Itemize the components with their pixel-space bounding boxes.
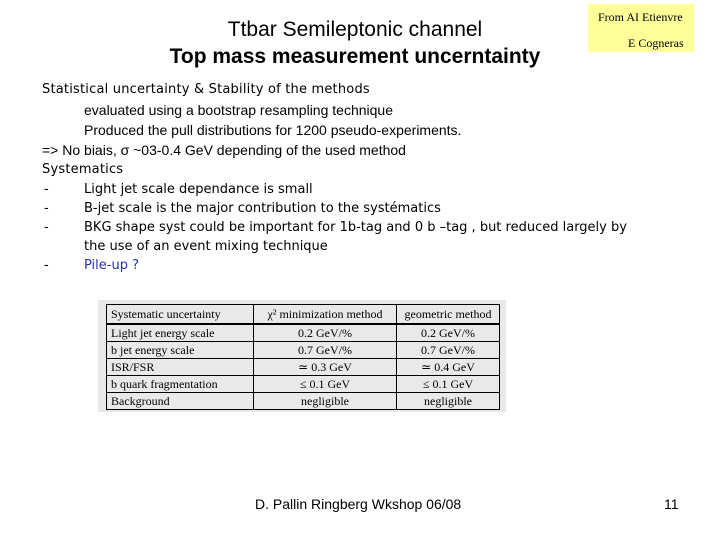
- bullet-dash: -: [44, 220, 49, 235]
- table-header-cell: Systematic uncertainty: [107, 305, 254, 325]
- syst-item: [42, 218, 644, 256]
- syst-item: [42, 256, 702, 275]
- bullet-dash: -: [44, 258, 49, 273]
- title-line-2: Top mass measurement uncerntainty: [169, 45, 541, 68]
- page-number: 11: [664, 496, 679, 512]
- table-row: [107, 324, 500, 342]
- table-cell: ≃ 0.3 GeV: [254, 359, 397, 376]
- table-row: [107, 342, 500, 359]
- table-header-cell: geometric method: [397, 305, 500, 325]
- table-header-row: [107, 305, 500, 325]
- systematics-table: [106, 304, 500, 410]
- slide-footer: D. Pallin Ringberg Wkshop 06/08: [255, 496, 462, 512]
- credit-line-1: From AI Etienvre: [598, 10, 683, 24]
- syst-item-text: BKG shape syst could be important for 1b-tag and 0 b –tag , but reduced largely by the use of an event mixing technique: [84, 220, 627, 254]
- table-cell: b jet energy scale: [107, 342, 254, 359]
- stat-line-1: evaluated using a bootstrap resampling technique: [84, 102, 393, 118]
- stat-line-2: Produced the pull distributions for 1200 pseudo-experiments.: [84, 122, 462, 138]
- table-row: [107, 359, 500, 376]
- table-cell: negligible: [397, 393, 500, 410]
- table-header-cell: χ² minimization method: [254, 305, 397, 325]
- bullet-dash: -: [44, 182, 49, 197]
- table-row: [107, 376, 500, 393]
- table-cell: 0.7 GeV/%: [254, 342, 397, 359]
- table-cell: ≤ 0.1 GeV: [397, 376, 500, 393]
- title-line-1: Ttbar Semileptonic channel: [227, 18, 483, 41]
- syst-item-text: Pile-up ?: [84, 258, 139, 273]
- table-cell: b quark fragmentation: [107, 376, 254, 393]
- stat-line-3: => No biais, σ ~03-0.4 GeV depending of the used method: [42, 142, 406, 158]
- table-cell: ≃ 0.4 GeV: [397, 359, 500, 376]
- syst-heading: Systematics: [42, 162, 124, 177]
- table-cell: ≤ 0.1 GeV: [254, 376, 397, 393]
- table-cell: ISR/FSR: [107, 359, 254, 376]
- table-cell: Light jet energy scale: [107, 324, 254, 342]
- table-cell: 0.2 GeV/%: [397, 324, 500, 342]
- syst-item: [42, 180, 702, 199]
- syst-item: [42, 199, 702, 218]
- table-cell: negligible: [254, 393, 397, 410]
- systematics-table-image: [98, 300, 506, 412]
- syst-item-text: B-jet scale is the major contribution to the systématics: [84, 201, 441, 216]
- bullet-dash: -: [44, 201, 49, 216]
- slide-body: [42, 80, 702, 275]
- table-cell: 0.2 GeV/%: [254, 324, 397, 342]
- table-cell: Background: [107, 393, 254, 410]
- syst-item-text: Light jet scale dependance is small: [84, 182, 313, 197]
- credit-box: [588, 4, 694, 52]
- table-cell: 0.7 GeV/%: [397, 342, 500, 359]
- slide-title: [120, 16, 590, 70]
- stat-heading: Statistical uncertainty & Stability of the methods: [42, 82, 370, 97]
- table-row: [107, 393, 500, 410]
- credit-line-2: E Cogneras: [628, 36, 684, 50]
